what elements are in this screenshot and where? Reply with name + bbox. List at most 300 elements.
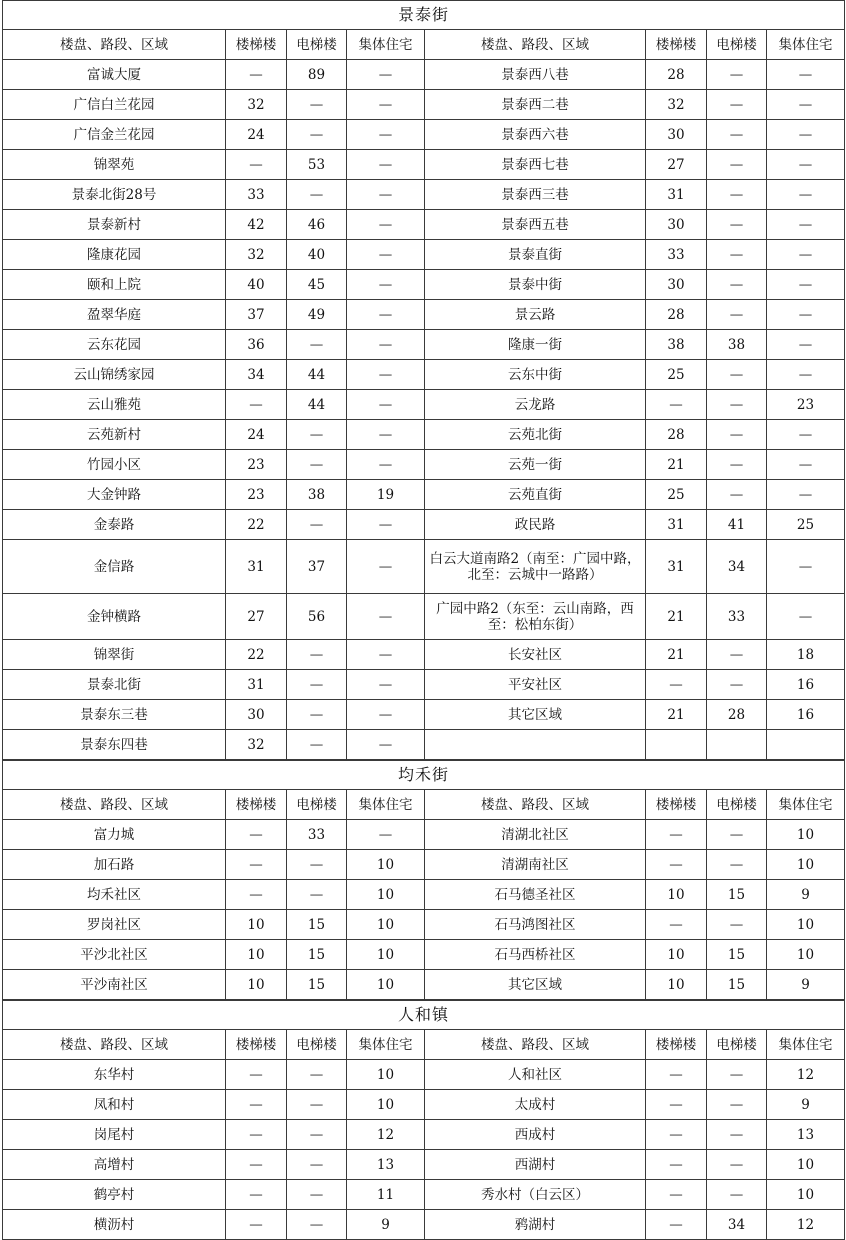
table-row bbox=[3, 700, 845, 730]
area-name-cell: 富力城 bbox=[3, 820, 226, 850]
value-cell: 53 bbox=[287, 150, 347, 180]
area-name-cell: 岗尾村 bbox=[3, 1120, 226, 1150]
value-cell: 27 bbox=[226, 594, 287, 640]
value-cell: 15 bbox=[707, 880, 767, 910]
value-cell: — bbox=[347, 510, 425, 540]
value-cell: 21 bbox=[646, 640, 707, 670]
value-cell: 31 bbox=[226, 670, 287, 700]
value-cell: — bbox=[707, 910, 767, 940]
column-header: 电梯楼 bbox=[287, 30, 347, 60]
value-cell: 12 bbox=[347, 1120, 425, 1150]
value-cell: — bbox=[707, 670, 767, 700]
value-cell: — bbox=[767, 180, 845, 210]
column-header: 电梯楼 bbox=[287, 790, 347, 820]
column-header: 楼盘、路段、区域 bbox=[3, 790, 226, 820]
column-header: 楼梯楼 bbox=[646, 30, 707, 60]
value-cell: 10 bbox=[347, 880, 425, 910]
value-cell: 16 bbox=[767, 670, 845, 700]
value-cell: — bbox=[767, 270, 845, 300]
value-cell: 10 bbox=[347, 850, 425, 880]
value-cell: — bbox=[767, 150, 845, 180]
value-cell: — bbox=[767, 594, 845, 640]
value-cell: — bbox=[767, 210, 845, 240]
value-cell: — bbox=[707, 240, 767, 270]
value-cell: 30 bbox=[646, 120, 707, 150]
area-name-cell: 景泰东四巷 bbox=[3, 730, 226, 760]
value-cell: — bbox=[226, 880, 287, 910]
table-row bbox=[3, 1210, 845, 1240]
table-row bbox=[3, 1180, 845, 1210]
value-cell: 15 bbox=[287, 970, 347, 1000]
value-cell: 23 bbox=[226, 450, 287, 480]
value-cell: — bbox=[646, 670, 707, 700]
area-name-cell: 云东花园 bbox=[3, 330, 226, 360]
value-cell: — bbox=[707, 150, 767, 180]
area-name-cell: 景泰西三巷 bbox=[425, 180, 646, 210]
value-cell: — bbox=[287, 670, 347, 700]
area-name-cell: 云苑直街 bbox=[425, 480, 646, 510]
value-cell: 10 bbox=[347, 1090, 425, 1120]
table-row bbox=[3, 970, 845, 1000]
table-row bbox=[3, 640, 845, 670]
value-cell: 31 bbox=[646, 510, 707, 540]
value-cell: — bbox=[646, 390, 707, 420]
value-cell: — bbox=[707, 390, 767, 420]
area-name-cell: 石马西桥社区 bbox=[425, 940, 646, 970]
area-name-cell: 长安社区 bbox=[425, 640, 646, 670]
value-cell: — bbox=[347, 180, 425, 210]
area-name-cell: 云苑北街 bbox=[425, 420, 646, 450]
value-cell: 38 bbox=[707, 330, 767, 360]
value-cell: — bbox=[767, 120, 845, 150]
value-cell: — bbox=[287, 420, 347, 450]
area-name-cell: 广信金兰花园 bbox=[3, 120, 226, 150]
area-name-cell: 平沙北社区 bbox=[3, 940, 226, 970]
value-cell: 37 bbox=[287, 540, 347, 594]
value-cell: 28 bbox=[646, 300, 707, 330]
value-cell: 10 bbox=[226, 910, 287, 940]
value-cell: — bbox=[707, 1150, 767, 1180]
value-cell: — bbox=[767, 330, 845, 360]
column-header: 电梯楼 bbox=[707, 30, 767, 60]
column-header: 楼梯楼 bbox=[226, 1030, 287, 1060]
value-cell: 10 bbox=[767, 910, 845, 940]
value-cell: 33 bbox=[707, 594, 767, 640]
value-cell: 34 bbox=[226, 360, 287, 390]
header-row bbox=[3, 1030, 845, 1060]
value-cell: — bbox=[347, 120, 425, 150]
area-name-cell: 金钟横路 bbox=[3, 594, 226, 640]
area-name-cell: 横沥村 bbox=[3, 1210, 226, 1240]
value-cell: — bbox=[226, 1060, 287, 1090]
value-cell: 22 bbox=[226, 640, 287, 670]
value-cell: — bbox=[287, 510, 347, 540]
value-cell: — bbox=[347, 330, 425, 360]
value-cell: 42 bbox=[226, 210, 287, 240]
value-cell: 19 bbox=[347, 480, 425, 510]
value-cell: — bbox=[347, 300, 425, 330]
area-name-cell: 东华村 bbox=[3, 1060, 226, 1090]
area-name-cell: 秀水村（白云区） bbox=[425, 1180, 646, 1210]
column-header: 楼梯楼 bbox=[226, 30, 287, 60]
value-cell: — bbox=[767, 60, 845, 90]
value-cell: — bbox=[347, 730, 425, 760]
column-header: 楼梯楼 bbox=[226, 790, 287, 820]
table-row bbox=[3, 360, 845, 390]
area-name-cell: 加石路 bbox=[3, 850, 226, 880]
value-cell: — bbox=[767, 540, 845, 594]
column-header: 电梯楼 bbox=[707, 1030, 767, 1060]
header-row bbox=[3, 790, 845, 820]
value-cell: — bbox=[646, 1060, 707, 1090]
value-cell: 23 bbox=[767, 390, 845, 420]
value-cell: 25 bbox=[646, 360, 707, 390]
value-cell: 46 bbox=[287, 210, 347, 240]
value-cell: 25 bbox=[767, 510, 845, 540]
value-cell: 32 bbox=[226, 240, 287, 270]
table-row bbox=[3, 390, 845, 420]
value-cell: 34 bbox=[707, 1210, 767, 1240]
column-header: 楼盘、路段、区域 bbox=[3, 30, 226, 60]
value-cell: 33 bbox=[287, 820, 347, 850]
value-cell: 21 bbox=[646, 450, 707, 480]
value-cell: — bbox=[347, 420, 425, 450]
column-header: 楼盘、路段、区域 bbox=[3, 1030, 226, 1060]
area-name-cell: 景泰直街 bbox=[425, 240, 646, 270]
header-row bbox=[3, 30, 845, 60]
value-cell: 22 bbox=[226, 510, 287, 540]
value-cell: 9 bbox=[767, 970, 845, 1000]
value-cell: — bbox=[347, 670, 425, 700]
area-name-cell: 景泰西六巷 bbox=[425, 120, 646, 150]
area-name-cell: 隆康一街 bbox=[425, 330, 646, 360]
value-cell: 15 bbox=[707, 940, 767, 970]
table-row bbox=[3, 270, 845, 300]
value-cell: — bbox=[226, 820, 287, 850]
value-cell: 15 bbox=[287, 940, 347, 970]
value-cell: 10 bbox=[226, 940, 287, 970]
value-cell: — bbox=[287, 1060, 347, 1090]
column-header: 楼盘、路段、区域 bbox=[425, 790, 646, 820]
value-cell: — bbox=[347, 700, 425, 730]
area-name-cell: 云山雅苑 bbox=[3, 390, 226, 420]
area-name-cell: 鹤亭村 bbox=[3, 1180, 226, 1210]
value-cell: — bbox=[646, 910, 707, 940]
area-name-cell: 景泰东三巷 bbox=[3, 700, 226, 730]
value-cell: — bbox=[287, 330, 347, 360]
table-row bbox=[3, 1090, 845, 1120]
area-name-cell: 金信路 bbox=[3, 540, 226, 594]
value-cell: 10 bbox=[226, 970, 287, 1000]
value-cell: — bbox=[707, 1060, 767, 1090]
value-cell: 44 bbox=[287, 390, 347, 420]
junhe-street-table bbox=[2, 760, 845, 1000]
value-cell: 31 bbox=[226, 540, 287, 594]
area-name-cell bbox=[425, 730, 646, 760]
value-cell: — bbox=[287, 120, 347, 150]
value-cell: 30 bbox=[226, 700, 287, 730]
value-cell: 24 bbox=[226, 420, 287, 450]
table-row bbox=[3, 850, 845, 880]
value-cell: — bbox=[287, 850, 347, 880]
column-header: 楼盘、路段、区域 bbox=[425, 30, 646, 60]
value-cell: 15 bbox=[287, 910, 347, 940]
value-cell: — bbox=[287, 700, 347, 730]
value-cell: — bbox=[226, 390, 287, 420]
table-row bbox=[3, 300, 845, 330]
value-cell: — bbox=[287, 90, 347, 120]
value-cell: — bbox=[226, 60, 287, 90]
area-name-cell: 云苑新村 bbox=[3, 420, 226, 450]
value-cell: 13 bbox=[347, 1150, 425, 1180]
value-cell: 10 bbox=[347, 940, 425, 970]
value-cell: — bbox=[347, 150, 425, 180]
area-name-cell: 大金钟路 bbox=[3, 480, 226, 510]
value-cell: 33 bbox=[646, 240, 707, 270]
value-cell: 24 bbox=[226, 120, 287, 150]
value-cell: 30 bbox=[646, 210, 707, 240]
table-row bbox=[3, 330, 845, 360]
area-name-cell: 锦翠街 bbox=[3, 640, 226, 670]
value-cell: — bbox=[707, 1120, 767, 1150]
area-name-cell: 景云路 bbox=[425, 300, 646, 330]
table-row bbox=[3, 150, 845, 180]
table-row bbox=[3, 60, 845, 90]
value-cell: 10 bbox=[767, 820, 845, 850]
value-cell: — bbox=[287, 730, 347, 760]
area-name-cell: 平安社区 bbox=[425, 670, 646, 700]
value-cell: 12 bbox=[767, 1210, 845, 1240]
value-cell: 33 bbox=[226, 180, 287, 210]
value-cell: — bbox=[707, 60, 767, 90]
area-name-cell: 云山锦绣家园 bbox=[3, 360, 226, 390]
area-name-cell: 石马德圣社区 bbox=[425, 880, 646, 910]
value-cell: — bbox=[707, 270, 767, 300]
area-name-cell: 景泰西七巷 bbox=[425, 150, 646, 180]
area-name-cell: 盈翠华庭 bbox=[3, 300, 226, 330]
value-cell: — bbox=[707, 210, 767, 240]
value-cell: — bbox=[226, 1090, 287, 1120]
area-name-cell: 西湖村 bbox=[425, 1150, 646, 1180]
value-cell: 30 bbox=[646, 270, 707, 300]
area-name-cell: 锦翠苑 bbox=[3, 150, 226, 180]
value-cell: — bbox=[707, 120, 767, 150]
value-cell: — bbox=[707, 1090, 767, 1120]
value-cell: 10 bbox=[767, 1150, 845, 1180]
area-name-cell: 人和社区 bbox=[425, 1060, 646, 1090]
column-header: 电梯楼 bbox=[287, 1030, 347, 1060]
value-cell: — bbox=[287, 1210, 347, 1240]
area-name-cell: 景泰新村 bbox=[3, 210, 226, 240]
column-header: 集体住宅 bbox=[767, 1030, 845, 1060]
value-cell: — bbox=[287, 640, 347, 670]
value-cell: 9 bbox=[767, 880, 845, 910]
value-cell: 56 bbox=[287, 594, 347, 640]
value-cell: — bbox=[347, 90, 425, 120]
value-cell: — bbox=[707, 450, 767, 480]
value-cell: 41 bbox=[707, 510, 767, 540]
value-cell: — bbox=[646, 820, 707, 850]
value-cell: — bbox=[287, 450, 347, 480]
value-cell: — bbox=[707, 480, 767, 510]
value-cell: 10 bbox=[347, 970, 425, 1000]
table-row bbox=[3, 510, 845, 540]
value-cell: 25 bbox=[646, 480, 707, 510]
area-name-cell: 政民路 bbox=[425, 510, 646, 540]
table-row bbox=[3, 1060, 845, 1090]
section-title: 均禾街 bbox=[3, 761, 845, 790]
value-cell: — bbox=[646, 1180, 707, 1210]
value-cell: — bbox=[347, 240, 425, 270]
table-row bbox=[3, 120, 845, 150]
area-name-cell: 云龙路 bbox=[425, 390, 646, 420]
table-row bbox=[3, 480, 845, 510]
column-header: 电梯楼 bbox=[707, 790, 767, 820]
area-name-cell: 均禾社区 bbox=[3, 880, 226, 910]
value-cell: 21 bbox=[646, 700, 707, 730]
value-cell: 9 bbox=[347, 1210, 425, 1240]
value-cell: — bbox=[347, 820, 425, 850]
value-cell: — bbox=[767, 90, 845, 120]
area-name-cell: 凤和村 bbox=[3, 1090, 226, 1120]
value-cell: — bbox=[347, 540, 425, 594]
value-cell: — bbox=[707, 90, 767, 120]
area-name-cell: 其它区域 bbox=[425, 700, 646, 730]
table-row bbox=[3, 880, 845, 910]
value-cell: 38 bbox=[287, 480, 347, 510]
value-cell: — bbox=[646, 1210, 707, 1240]
value-cell: — bbox=[707, 850, 767, 880]
value-cell: 32 bbox=[226, 90, 287, 120]
value-cell: — bbox=[347, 60, 425, 90]
value-cell: — bbox=[707, 420, 767, 450]
value-cell: — bbox=[646, 1120, 707, 1150]
value-cell: 9 bbox=[767, 1090, 845, 1120]
area-name-cell: 白云大道南路2（南至：广园中路，北至：云城中一路路） bbox=[425, 540, 646, 594]
value-cell: 13 bbox=[767, 1120, 845, 1150]
area-name-cell: 景泰西二巷 bbox=[425, 90, 646, 120]
table-row bbox=[3, 420, 845, 450]
table-row bbox=[3, 594, 845, 640]
jingtai-street-table bbox=[2, 0, 845, 760]
section-title: 景泰街 bbox=[3, 1, 845, 30]
value-cell: 10 bbox=[646, 880, 707, 910]
value-cell: 21 bbox=[646, 594, 707, 640]
value-cell: — bbox=[707, 820, 767, 850]
value-cell: 23 bbox=[226, 480, 287, 510]
area-name-cell: 竹园小区 bbox=[3, 450, 226, 480]
value-cell: 36 bbox=[226, 330, 287, 360]
value-cell: — bbox=[347, 360, 425, 390]
table-row bbox=[3, 940, 845, 970]
area-name-cell: 景泰北街28号 bbox=[3, 180, 226, 210]
area-name-cell: 景泰西八巷 bbox=[425, 60, 646, 90]
value-cell: — bbox=[226, 1120, 287, 1150]
column-header: 集体住宅 bbox=[767, 790, 845, 820]
value-cell: 28 bbox=[646, 420, 707, 450]
value-cell: — bbox=[287, 180, 347, 210]
value-cell: 38 bbox=[646, 330, 707, 360]
area-name-cell: 高增村 bbox=[3, 1150, 226, 1180]
value-cell: 11 bbox=[347, 1180, 425, 1210]
column-header: 楼梯楼 bbox=[646, 790, 707, 820]
table-row bbox=[3, 1120, 845, 1150]
value-cell: 32 bbox=[646, 90, 707, 120]
area-name-cell: 清湖南社区 bbox=[425, 850, 646, 880]
value-cell bbox=[707, 730, 767, 760]
value-cell: — bbox=[767, 300, 845, 330]
value-cell: — bbox=[646, 1090, 707, 1120]
value-cell: 89 bbox=[287, 60, 347, 90]
table-row bbox=[3, 540, 845, 594]
table-row bbox=[3, 730, 845, 760]
area-name-cell: 金泰路 bbox=[3, 510, 226, 540]
value-cell: 10 bbox=[767, 940, 845, 970]
value-cell: 32 bbox=[226, 730, 287, 760]
area-name-cell: 颐和上院 bbox=[3, 270, 226, 300]
area-name-cell: 景泰中街 bbox=[425, 270, 646, 300]
column-header: 集体住宅 bbox=[767, 30, 845, 60]
value-cell: — bbox=[347, 450, 425, 480]
column-header: 集体住宅 bbox=[347, 790, 425, 820]
area-name-cell: 西成村 bbox=[425, 1120, 646, 1150]
value-cell: — bbox=[347, 270, 425, 300]
area-name-cell: 平沙南社区 bbox=[3, 970, 226, 1000]
area-name-cell: 隆康花园 bbox=[3, 240, 226, 270]
value-cell: — bbox=[347, 640, 425, 670]
value-cell: — bbox=[226, 1150, 287, 1180]
value-cell: — bbox=[347, 594, 425, 640]
area-name-cell: 鸦湖村 bbox=[425, 1210, 646, 1240]
value-cell: 31 bbox=[646, 180, 707, 210]
table-row bbox=[3, 450, 845, 480]
column-header: 楼盘、路段、区域 bbox=[425, 1030, 646, 1060]
value-cell bbox=[767, 730, 845, 760]
value-cell: 10 bbox=[646, 970, 707, 1000]
table-row bbox=[3, 910, 845, 940]
value-cell: 40 bbox=[287, 240, 347, 270]
value-cell: — bbox=[767, 240, 845, 270]
value-cell: 10 bbox=[767, 850, 845, 880]
area-name-cell: 云东中街 bbox=[425, 360, 646, 390]
value-cell: 34 bbox=[707, 540, 767, 594]
value-cell: — bbox=[707, 1180, 767, 1210]
area-name-cell: 景泰西五巷 bbox=[425, 210, 646, 240]
value-cell: — bbox=[287, 1180, 347, 1210]
value-cell bbox=[646, 730, 707, 760]
value-cell: 44 bbox=[287, 360, 347, 390]
column-header: 楼梯楼 bbox=[646, 1030, 707, 1060]
value-cell: 49 bbox=[287, 300, 347, 330]
value-cell: 28 bbox=[707, 700, 767, 730]
value-cell: 31 bbox=[646, 540, 707, 594]
value-cell: 10 bbox=[347, 910, 425, 940]
area-name-cell: 云苑一街 bbox=[425, 450, 646, 480]
value-cell: — bbox=[347, 390, 425, 420]
value-cell: — bbox=[707, 640, 767, 670]
value-cell: — bbox=[347, 210, 425, 240]
table-row bbox=[3, 240, 845, 270]
renhe-town-table bbox=[2, 1000, 845, 1240]
value-cell: 15 bbox=[707, 970, 767, 1000]
value-cell: — bbox=[287, 1090, 347, 1120]
table-row bbox=[3, 820, 845, 850]
value-cell: 27 bbox=[646, 150, 707, 180]
value-cell: — bbox=[287, 1150, 347, 1180]
value-cell: — bbox=[646, 850, 707, 880]
value-cell: 40 bbox=[226, 270, 287, 300]
value-cell: — bbox=[646, 1150, 707, 1180]
